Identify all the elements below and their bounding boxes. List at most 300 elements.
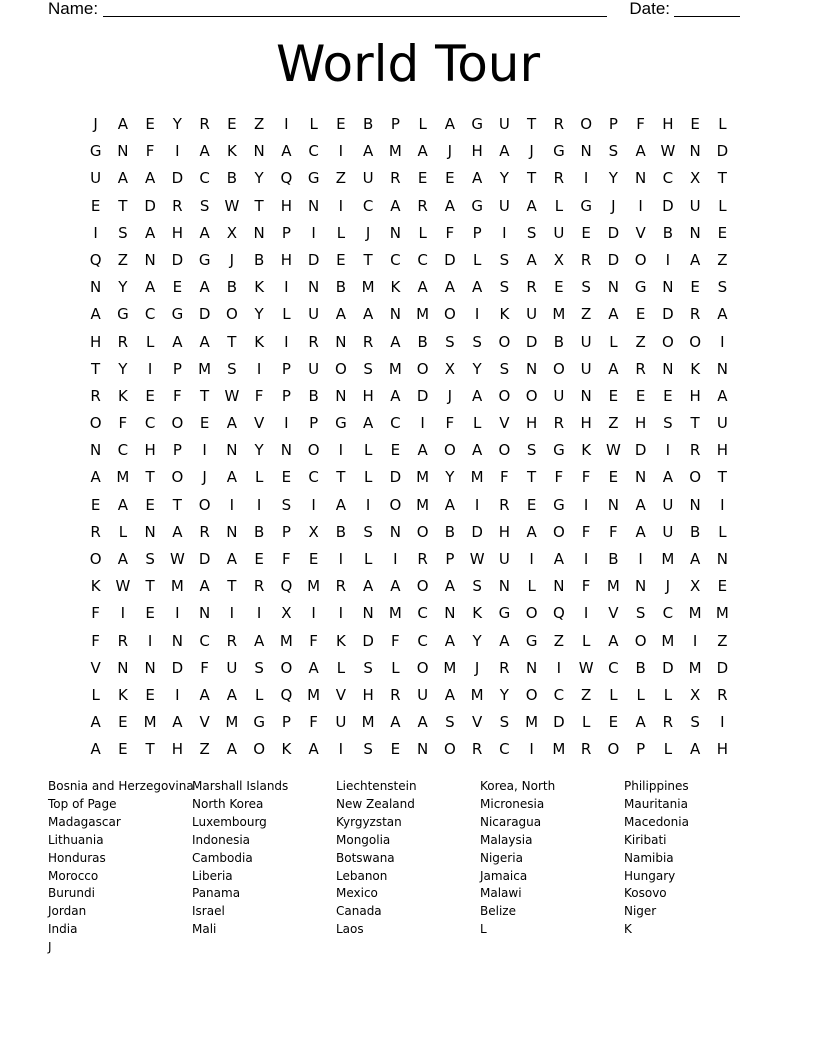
name-blank-line	[103, 2, 607, 17]
grid-letter: L	[282, 305, 291, 324]
grid-letter: G	[89, 142, 102, 161]
grid-letter: V	[471, 713, 483, 732]
grid-letter: I	[720, 713, 725, 732]
grid-letter: C	[417, 631, 428, 650]
grid-letter: V	[253, 414, 265, 433]
grid-letter: R	[635, 359, 646, 378]
grid-letter: O	[171, 414, 184, 433]
grid-letter: A	[172, 522, 183, 541]
word-list-column	[480, 778, 624, 957]
grid-letter: J	[447, 142, 453, 161]
grid-letter: I	[284, 332, 289, 351]
grid-letter: A	[717, 305, 728, 324]
grid-letter: A	[90, 713, 101, 732]
grid-letter: O	[552, 359, 565, 378]
grid-letter: G	[634, 278, 647, 297]
grid-letter: K	[390, 278, 401, 297]
grid-letter: H	[634, 414, 647, 433]
grid-letter: I	[665, 250, 671, 269]
grid-letter: E	[118, 713, 128, 732]
grid-letter: N	[716, 550, 728, 568]
grid-letter: V	[635, 223, 646, 242]
grid-letter: S	[363, 740, 373, 759]
grid-letter: E	[608, 713, 619, 732]
grid-letter: X	[281, 604, 292, 623]
grid-letter: S	[663, 414, 673, 433]
grid-letter: I	[474, 495, 480, 514]
grid-letter: A	[635, 142, 646, 161]
grid-letter: R	[471, 740, 483, 759]
grid-letter: D	[416, 386, 429, 405]
word-list-item: Mongolia	[336, 832, 391, 847]
grid-letter: W	[469, 550, 485, 568]
grid-letter: I	[420, 414, 425, 433]
grid-letter: A	[90, 740, 101, 759]
word-list-item: Mexico	[336, 886, 378, 901]
grid-letter: R	[526, 278, 537, 297]
grid-letter: L	[363, 468, 373, 487]
grid-letter: L	[418, 115, 427, 133]
word-list-item: Micronesia	[480, 796, 545, 811]
grid-letter: G	[471, 196, 483, 215]
grid-letter: I	[256, 604, 262, 623]
grid-letter: O	[634, 250, 647, 269]
grid-letter: H	[498, 522, 511, 541]
grid-letter: O	[416, 658, 429, 677]
grid-letter: E	[417, 169, 428, 188]
grid-letter: D	[144, 196, 156, 215]
grid-letter: D	[198, 305, 211, 324]
grid-letter: H	[171, 223, 184, 242]
grid-letter: A	[417, 278, 428, 297]
grid-letter: J	[611, 196, 616, 215]
grid-letter: A	[335, 305, 346, 324]
grid-letter: B	[335, 522, 347, 541]
word-list-item: L	[480, 922, 487, 937]
grid-letter: F	[636, 115, 645, 133]
word-list-item: Niger	[624, 904, 657, 919]
grid-letter: E	[717, 223, 728, 242]
grid-letter: Z	[335, 169, 347, 188]
word-list-item: Hungary	[624, 868, 676, 883]
word-list-item: K	[624, 922, 632, 937]
grid-letter: N	[362, 604, 374, 623]
grid-letter: Z	[717, 631, 728, 650]
grid-letter: J	[93, 115, 98, 133]
grid-letter: A	[199, 142, 210, 161]
grid-letter: I	[311, 604, 316, 623]
grid-letter: F	[500, 468, 509, 487]
grid-letter: R	[90, 522, 101, 541]
grid-letter: K	[499, 305, 510, 324]
grid-letter: P	[172, 441, 182, 460]
grid-letter: S	[690, 713, 700, 732]
grid-letter: S	[526, 441, 537, 460]
grid-letter: Z	[580, 685, 592, 704]
grid-letter: E	[390, 441, 401, 460]
grid-letter: D	[662, 305, 674, 324]
word-list-item: Belize	[480, 904, 516, 919]
grid-letter: E	[145, 495, 155, 514]
grid-letter: E	[145, 386, 155, 405]
grid-letter: S	[472, 332, 482, 351]
grid-letter: Y	[254, 441, 264, 460]
grid-letter: S	[227, 359, 237, 378]
word-list-item: Nigeria	[480, 850, 523, 865]
grid-letter: U	[580, 359, 592, 378]
grid-letter: L	[472, 414, 482, 433]
grid-letter: L	[472, 250, 482, 269]
grid-letter: I	[338, 550, 344, 568]
date-field	[629, 0, 740, 17]
grid-letter: B	[553, 332, 565, 351]
grid-letter: M	[388, 359, 402, 378]
grid-letter: L	[336, 223, 346, 242]
grid-letter: D	[171, 169, 184, 188]
grid-letter: G	[498, 604, 511, 623]
grid-letter: I	[311, 495, 316, 514]
grid-letter: A	[253, 631, 265, 650]
grid-letter: Z	[117, 250, 129, 269]
grid-letter: I	[175, 142, 180, 161]
grid-letter: S	[526, 223, 537, 242]
grid-letter: B	[362, 115, 374, 133]
grid-letter: X	[689, 169, 701, 188]
word-list-item: Burundi	[48, 886, 95, 901]
grid-letter: M	[388, 142, 402, 161]
grid-letter: R	[199, 115, 210, 133]
grid-row	[82, 329, 736, 356]
grid-letter: U	[498, 196, 510, 215]
grid-letter: R	[717, 685, 728, 704]
grid-letter: S	[608, 142, 619, 161]
grid-letter: I	[638, 550, 643, 568]
grid-letter: N	[90, 441, 102, 460]
grid-letter: M	[279, 631, 293, 650]
word-list-item: Indonesia	[192, 832, 251, 847]
grid-letter: M	[525, 713, 539, 732]
word-list-item: Mali	[192, 922, 217, 937]
grid-letter: L	[254, 468, 264, 487]
grid-letter: U	[226, 658, 238, 677]
grid-row	[82, 383, 736, 410]
grid-letter: Y	[472, 631, 482, 650]
grid-letter: M	[552, 305, 566, 324]
grid-letter: R	[553, 115, 565, 133]
word-list-item: Macedonia	[624, 814, 689, 829]
grid-letter: U	[498, 115, 510, 133]
grid-letter: A	[417, 142, 428, 161]
grid-letter: U	[90, 169, 102, 188]
grid-letter: A	[390, 332, 401, 351]
grid-letter: S	[499, 278, 510, 297]
grid-letter: O	[89, 550, 102, 568]
grid-row	[82, 165, 736, 192]
grid-letter: D	[525, 332, 538, 351]
grid-letter: N	[226, 441, 238, 460]
grid-letter: D	[662, 658, 674, 677]
grid-letter: E	[118, 740, 128, 759]
grid-letter: A	[689, 740, 701, 759]
grid-letter: A	[635, 713, 646, 732]
grid-letter: A	[471, 441, 483, 460]
grid-letter: L	[636, 685, 645, 704]
grid-letter: N	[607, 495, 619, 514]
grid-letter: N	[389, 522, 401, 541]
grid-letter: E	[581, 223, 591, 242]
grid-letter: I	[583, 550, 589, 568]
grid-letter: F	[581, 468, 591, 487]
grid-letter: E	[199, 414, 210, 433]
grid-letter: W	[115, 577, 131, 596]
grid-letter: M	[470, 468, 484, 487]
grid-letter: R	[90, 386, 101, 405]
grid-letter: J	[447, 386, 453, 405]
grid-letter: O	[498, 441, 511, 460]
grid-row	[82, 492, 736, 519]
grid-letter: N	[389, 305, 401, 324]
grid-letter: E	[690, 278, 700, 297]
grid-letter: H	[171, 740, 184, 759]
grid-letter: P	[281, 223, 291, 242]
grid-letter: Y	[254, 305, 264, 324]
grid-letter: Q	[552, 604, 565, 623]
grid-letter: G	[580, 196, 592, 215]
grid-letter: O	[498, 386, 511, 405]
grid-letter: G	[553, 495, 565, 514]
grid-letter: E	[336, 250, 346, 269]
grid-letter: R	[362, 332, 374, 351]
grid-letter: R	[689, 441, 701, 460]
grid-letter: N	[580, 142, 592, 161]
grid-letter: E	[336, 115, 346, 133]
grid-letter: K	[472, 604, 483, 623]
grid-letter: C	[144, 414, 156, 433]
grid-letter: P	[281, 359, 291, 378]
grid-row	[82, 410, 736, 437]
grid-letter: I	[692, 631, 698, 650]
grid-letter: R	[117, 332, 129, 351]
grid-letter: S	[281, 495, 292, 514]
grid-letter: A	[499, 631, 510, 650]
grid-letter: E	[172, 278, 183, 297]
grid-letter: R	[417, 550, 428, 568]
grid-letter: H	[580, 414, 592, 433]
grid-letter: S	[499, 713, 510, 732]
grid-letter: K	[117, 386, 128, 405]
grid-letter: O	[280, 658, 293, 677]
grid-letter: A	[335, 495, 346, 514]
grid-letter: C	[199, 631, 210, 650]
grid-letter: N	[253, 142, 265, 161]
grid-letter: S	[363, 658, 373, 677]
grid-letter: T	[717, 169, 727, 188]
grid-letter: N	[635, 468, 647, 487]
grid-letter: O	[253, 740, 266, 759]
grid-letter: O	[225, 305, 238, 324]
grid-letter: A	[635, 522, 646, 541]
grid-letter: I	[311, 223, 316, 242]
word-list-item: Madagascar	[48, 814, 121, 829]
grid-letter: O	[443, 740, 456, 759]
grid-letter: Z	[580, 305, 592, 324]
grid-letter: S	[499, 359, 510, 378]
grid-row	[82, 138, 736, 165]
grid-letter: A	[144, 223, 156, 242]
grid-letter: T	[717, 468, 727, 487]
grid-letter: L	[663, 685, 673, 704]
grid-letter: A	[444, 196, 455, 215]
grid-letter: I	[175, 604, 180, 623]
grid-letter: P	[281, 386, 291, 405]
grid-letter: F	[554, 468, 564, 487]
grid-letter: I	[338, 196, 344, 215]
grid-letter: O	[389, 495, 402, 514]
grid-letter: L	[554, 196, 564, 215]
grid-letter: C	[417, 604, 428, 623]
grid-letter: I	[229, 495, 235, 514]
grid-letter: A	[417, 713, 428, 732]
grid-letter: N	[553, 577, 565, 596]
grid-letter: H	[362, 685, 374, 704]
grid-letter: W	[224, 386, 240, 405]
word-list-item: Liechtenstein	[336, 779, 417, 793]
grid-letter: O	[443, 305, 456, 324]
grid-letter: V	[608, 604, 619, 623]
grid-letter: Z	[253, 115, 265, 133]
grid-letter: F	[91, 631, 100, 650]
grid-letter: O	[525, 386, 538, 405]
grid-letter: A	[90, 468, 101, 487]
grid-letter: R	[553, 169, 565, 188]
grid-letter: E	[608, 468, 619, 487]
grid-letter: T	[527, 115, 537, 133]
name-label: Name:	[48, 0, 99, 18]
grid-letter: A	[226, 468, 237, 487]
grid-letter: V	[335, 685, 346, 704]
grid-letter: I	[284, 278, 289, 297]
grid-letter: N	[144, 250, 156, 269]
grid-letter: S	[581, 278, 591, 297]
grid-letter: C	[308, 142, 319, 161]
word-list-item: Panama	[192, 886, 241, 901]
grid-letter: C	[662, 169, 674, 188]
grid-letter: A	[362, 577, 374, 596]
word-list-item: Canada	[336, 904, 382, 919]
grid-letter: A	[553, 550, 564, 568]
grid-letter: J	[529, 142, 534, 161]
grid-letter: E	[445, 169, 455, 188]
grid-letter: N	[689, 495, 701, 514]
grid-letter: I	[229, 604, 235, 623]
grid-letter: S	[254, 658, 264, 677]
grid-letter: K	[226, 142, 237, 161]
word-list-column	[624, 778, 768, 957]
grid-row	[82, 193, 736, 220]
grid-letter: N	[662, 278, 674, 297]
grid-letter: I	[338, 441, 344, 460]
grid-letter: Q	[280, 685, 293, 704]
grid-letter: O	[416, 359, 429, 378]
grid-letter: U	[662, 522, 674, 541]
grid-letter: N	[144, 658, 156, 677]
grid-letter: A	[281, 142, 292, 161]
grid-letter: L	[718, 522, 727, 541]
page-title: World Tour	[275, 35, 541, 93]
grid-letter: D	[471, 522, 483, 541]
grid-letter: A	[662, 468, 673, 487]
grid-letter: A	[308, 658, 319, 677]
grid-letter: F	[200, 658, 209, 677]
grid-letter: E	[145, 604, 155, 623]
grid-letter: I	[338, 142, 344, 161]
grid-letter: A	[471, 169, 483, 188]
grid-letter: O	[661, 332, 674, 351]
grid-letter: G	[253, 713, 265, 732]
grid-letter: I	[175, 685, 180, 704]
grid-letter: F	[581, 577, 591, 596]
word-list-item: Laos	[336, 922, 364, 937]
grid-letter: M	[443, 658, 457, 677]
grid-letter: Y	[445, 468, 455, 487]
grid-letter: N	[335, 386, 347, 405]
grid-letter: A	[362, 142, 374, 161]
grid-letter: W	[660, 142, 676, 161]
grid-letter: P	[472, 223, 482, 242]
grid-letter: G	[553, 441, 565, 460]
grid-letter: A	[689, 550, 701, 568]
grid-letter: M	[661, 631, 675, 650]
grid-letter: D	[444, 250, 456, 269]
grid-letter: D	[389, 468, 402, 487]
grid-letter: E	[608, 386, 619, 405]
grid-letter: F	[91, 604, 100, 623]
grid-letter: A	[526, 196, 537, 215]
grid-letter: E	[690, 115, 700, 133]
grid-letter: A	[172, 713, 183, 732]
grid-letter: U	[662, 495, 674, 514]
grid-letter: I	[120, 604, 126, 623]
word-list-item: Lebanon	[336, 868, 388, 883]
grid-letter: I	[720, 332, 725, 351]
grid-letter: Q	[280, 169, 293, 188]
grid-letter: F	[145, 142, 155, 161]
word-list-item: J	[48, 940, 52, 955]
grid-letter: A	[117, 495, 128, 514]
grid-letter: M	[416, 468, 430, 487]
grid-letter: N	[689, 142, 701, 161]
grid-row	[82, 600, 736, 627]
grid-letter: M	[116, 468, 130, 487]
grid-letter: M	[225, 713, 239, 732]
grid-letter: E	[145, 685, 155, 704]
grid-letter: R	[253, 577, 265, 596]
grid-letter: E	[717, 577, 728, 596]
grid-letter: I	[665, 441, 671, 460]
grid-letter: O	[443, 441, 456, 460]
grid-letter: K	[90, 577, 101, 596]
grid-letter: R	[308, 332, 319, 351]
grid-letter: T	[145, 740, 155, 759]
grid-letter: E	[554, 278, 564, 297]
grid-letter: P	[390, 115, 400, 133]
grid-letter: F	[282, 550, 291, 568]
grid-letter: E	[635, 386, 646, 405]
grid-letter: F	[581, 522, 591, 541]
grid-letter: O	[334, 359, 347, 378]
grid-letter: R	[390, 169, 401, 188]
word-list-item: Morocco	[48, 868, 99, 883]
